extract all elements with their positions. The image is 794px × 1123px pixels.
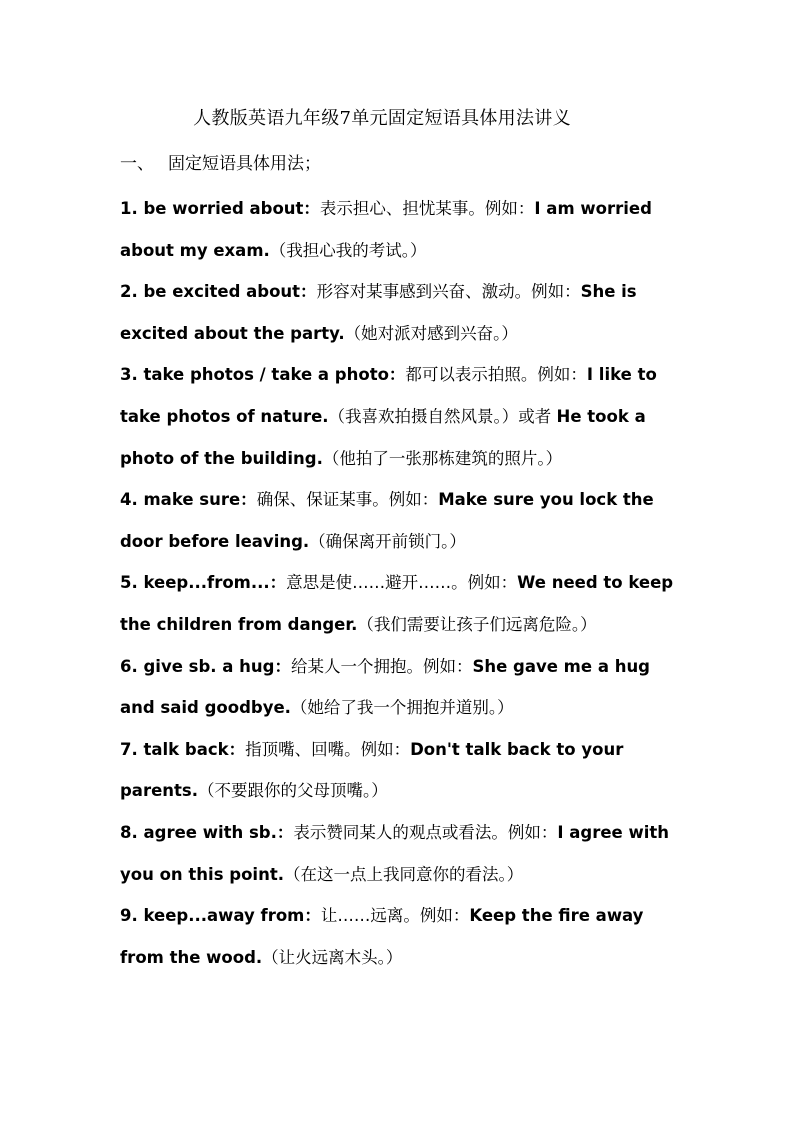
phrase-term: 1. be worried about： — [120, 199, 320, 218]
example-translation: （确保离开前锁门。） — [309, 531, 466, 551]
phrase-term: 9. keep...away from： — [120, 906, 321, 926]
phrase-item — [120, 479, 676, 562]
example-translation: （她给了我一个拥抱并道别。） — [290, 698, 514, 718]
example-translation: （我们需要让孩子们远离危险。） — [357, 614, 597, 634]
phrase-term: 6. give sb. a hug： — [120, 656, 291, 676]
phrase-meaning: 意思是使……避开……。例如： — [286, 573, 518, 593]
example-sentence: I agree with you on this point. — [120, 822, 670, 884]
phrase-item — [120, 812, 676, 895]
phrase-item — [120, 271, 676, 354]
example-translation: （在这一点上我同意你的看法。） — [283, 864, 524, 884]
phrase-term: 8. agree with sb.： — [120, 822, 294, 842]
example-translation: （她对派对感到兴奋。） — [344, 323, 518, 343]
phrase-meaning: 形容对某事感到兴奋、激动。例如： — [316, 282, 581, 302]
phrase-item — [120, 188, 676, 271]
phrase-item — [120, 354, 676, 479]
section-heading — [120, 149, 321, 174]
example-sentence: She gave me a hug and said goodbye. — [120, 656, 650, 718]
phrase-list — [120, 188, 676, 978]
phrase-term: 5. keep...from...： — [120, 573, 287, 593]
example-translation: （让火远离木头。） — [262, 947, 403, 967]
example-sentence: Make sure you lock the door before leaving. — [120, 490, 654, 551]
phrase-item — [120, 729, 676, 812]
example-sentence: I am worried about my exam. — [120, 199, 652, 260]
phrase-meaning: 给某人一个拥抱。例如： — [290, 656, 473, 676]
example-translation: （我喜欢拍摄自然风景。）或者 — [328, 406, 557, 426]
phrase-item — [120, 895, 676, 978]
phrase-item — [120, 646, 676, 729]
phrase-meaning: 表示担心、担忧某事。例如： — [319, 199, 535, 218]
section-number: 一、 — [120, 154, 154, 174]
document-title: 人教版英语九年级7单元固定短语具体用法讲义 — [193, 108, 571, 129]
phrase-meaning: 都可以表示拍照。例如： — [405, 365, 587, 385]
example-sentence-2: He took a photo of the building. — [120, 406, 646, 468]
phrase-meaning: 表示赞同某人的观点或看法。例如： — [293, 822, 558, 842]
example-sentence: We need to keep the children from danger. — [120, 573, 674, 634]
phrase-item — [120, 562, 676, 645]
example-translation: （我担心我的考试。） — [269, 240, 427, 260]
example-translation-2: （他拍了一张那栋建筑的照片。） — [322, 448, 563, 468]
example-sentence: Don't talk back to your parents. — [120, 739, 624, 801]
phrase-term: 3. take photos / take a photo： — [120, 365, 406, 385]
phrase-meaning: 指顶嘴、回嘴。例如： — [245, 739, 411, 759]
section-title: 固定短语具体用法； — [168, 154, 321, 174]
example-sentence: Keep the fire away from the wood. — [120, 906, 644, 967]
example-sentence: She is excited about the party. — [120, 282, 637, 343]
phrase-term: 2. be excited about： — [120, 282, 317, 302]
example-translation: （不要跟你的父母顶嘴。） — [198, 781, 388, 801]
phrase-term: 7. talk back： — [120, 739, 246, 759]
phrase-meaning: 确保、保证某事。例如： — [256, 490, 439, 510]
phrase-meaning: 让……远离。例如： — [320, 906, 470, 926]
example-sentence: I like to take photos of nature. — [120, 365, 657, 426]
phrase-term: 4. make sure： — [120, 490, 257, 510]
